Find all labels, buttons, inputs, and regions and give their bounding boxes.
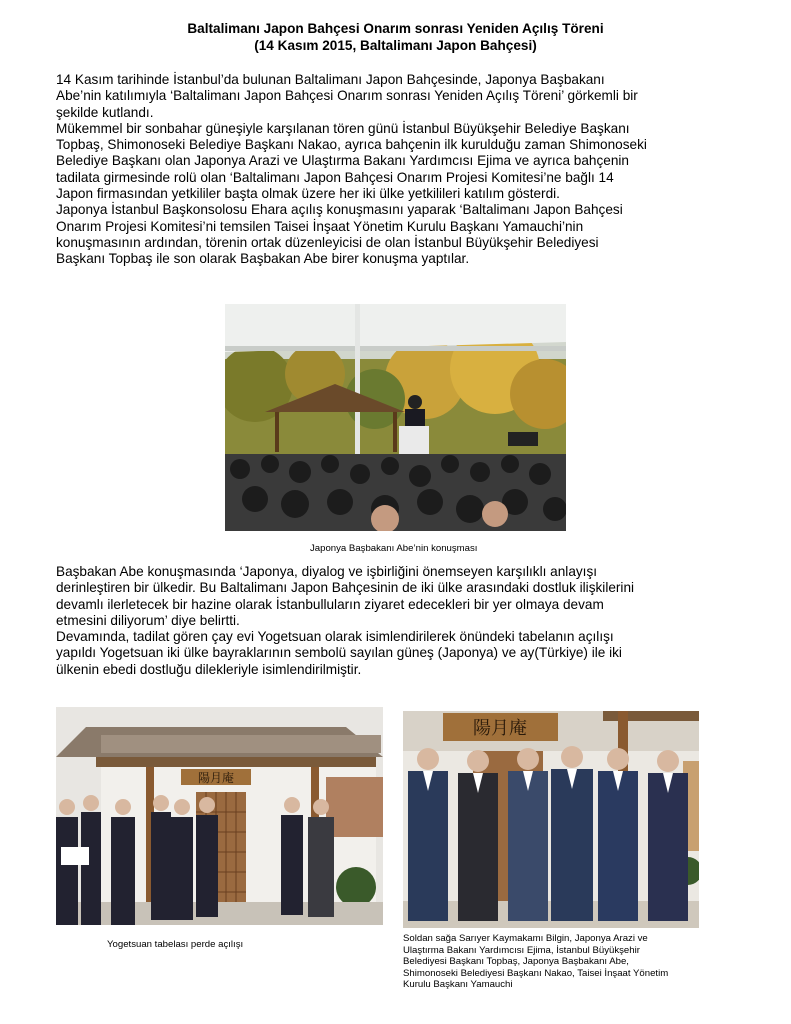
text-line: Devamında, tadilat gören çay evi Yogetsuan olarak isimlendirilerek önündeki tabelanın açılışı xyxy=(56,629,614,645)
caption-line: Kurulu Başkanı Yamauchi xyxy=(403,979,513,991)
text-line: Belediye Başkanı olan Japonya Arazi ve Ulaştırma Bakanı Yardımcısı Ejima ve ayrıca bahçenin xyxy=(56,153,629,169)
caption-line: Shimonoseki Belediyesi Başkanı Nakao, Taisei İnşaat Yönetim xyxy=(403,967,669,979)
text-line: Topbaş, Shimonoseki Belediye Başkanı Nakao, ayrıca bahçenin ilk kurulduğu zaman Shimonoseki xyxy=(56,137,647,153)
speech-paragraph xyxy=(56,564,746,678)
document-title xyxy=(0,20,791,54)
sign-text-2: 陽月庵 xyxy=(473,718,527,739)
group-photo-illustration xyxy=(403,711,699,928)
group-photo xyxy=(403,711,699,928)
text-line: Japonya İstanbul Başkonsolosu Ehara açılış konuşmasını yaparak ‘Baltalimanı Japon Bahçesi xyxy=(56,202,623,218)
photo3-caption xyxy=(403,933,668,991)
title-line-2: (14 Kasım 2015, Baltalimanı Japon Bahçesi) xyxy=(254,38,537,53)
text-line: yapıldı Yogetsuan iki ülke bayraklarının sembolü sayılan güneş (Japonya) ve ay(Türkiye) ile iki xyxy=(56,645,622,661)
text-line: 14 Kasım tarihinde İstanbul’da bulunan Baltalimanı Japon Bahçesinde, Japonya Başbakanı xyxy=(56,72,605,87)
text-line: derinleştiren bir ülkedir. Bu Baltalimanı Japon Bahçesinin de iki ülke arasındaki dostluk ilişkilerini xyxy=(56,580,635,596)
text-line: Başkanı Topbaş ile son olarak Başbakan Abe birer konuşma yaptılar. xyxy=(56,251,470,267)
abe-speech-photo xyxy=(225,304,566,531)
text-line: Mükemmel bir sonbahar güneşiyle karşılanan tören günü İstanbul Büyükşehir Belediye Başkanı xyxy=(56,120,630,136)
caption-line: Soldan sağa Sarıyer Kaymakamı Bilgin, Japonya Arazi ve xyxy=(403,933,648,944)
sign-unveiling-illustration xyxy=(56,707,383,925)
caption-line: Belediyesi Başkanı Topbaş, Japonya Başbakanı Abe, xyxy=(403,956,629,968)
caption-line: Ulaştırma Bakanı Yardımcısı Ejima, İstanbul Büyükşehir xyxy=(403,944,640,956)
text-line: konuşmasının ardından, törenin ortak düzenleyicisi de olan İstanbul Büyükşehir Belediyesi xyxy=(56,234,599,250)
text-line: Onarım Projesi Komitesi’ni temsilen Taisei İnşaat Yönetim Kurulu Başkanı Yamauchi’nin xyxy=(56,218,584,234)
text-line: devamlı ilerletecek bir hazine olarak İstanbulluların ziyaret edecekleri bir yer olmaya devam xyxy=(56,596,604,612)
sign-unveiling-photo xyxy=(56,707,383,925)
text-line: Abe’nin katılımıyla ‘Baltalimanı Japon Bahçesi Onarım sonrası Yeniden Açılış Töreni’ görkemli bir xyxy=(56,88,638,104)
text-line: şekilde kutlandı. xyxy=(56,104,154,120)
text-line: tadilata girmesinde rolü olan ‘Baltalimanı Japon Bahçesi Onarım Projesi Komitesi’ne bağlı 14 xyxy=(56,169,614,185)
abe-speech-illustration xyxy=(225,304,566,531)
intro-paragraph xyxy=(56,72,746,268)
text-line: etmesini diliyorum’ diye belirtti. xyxy=(56,612,240,628)
photo2-caption: Yogetsuan tabelası perde açılışı xyxy=(107,939,244,950)
title-line-1: Baltalimanı Japon Bahçesi Onarım sonrası Yeniden Açılış Töreni xyxy=(187,21,604,36)
sign-text: 陽月庵 xyxy=(197,771,235,785)
text-line: ülkenin ebedi dostluğu dilekleriyle isimlendirilmiştir. xyxy=(56,661,362,677)
photo1-caption: Japonya Başbakanı Abe’nin konuşması xyxy=(310,543,478,554)
text-line: Japon firmasından yetkililer başta olmak üzere her iki ülke yetkilileri katılım gösterdi. xyxy=(56,186,560,202)
text-line: Başbakan Abe konuşmasında ‘Japonya, diyalog ve işbirliğini önemseyen karşılıklı anlayışı xyxy=(56,564,598,579)
